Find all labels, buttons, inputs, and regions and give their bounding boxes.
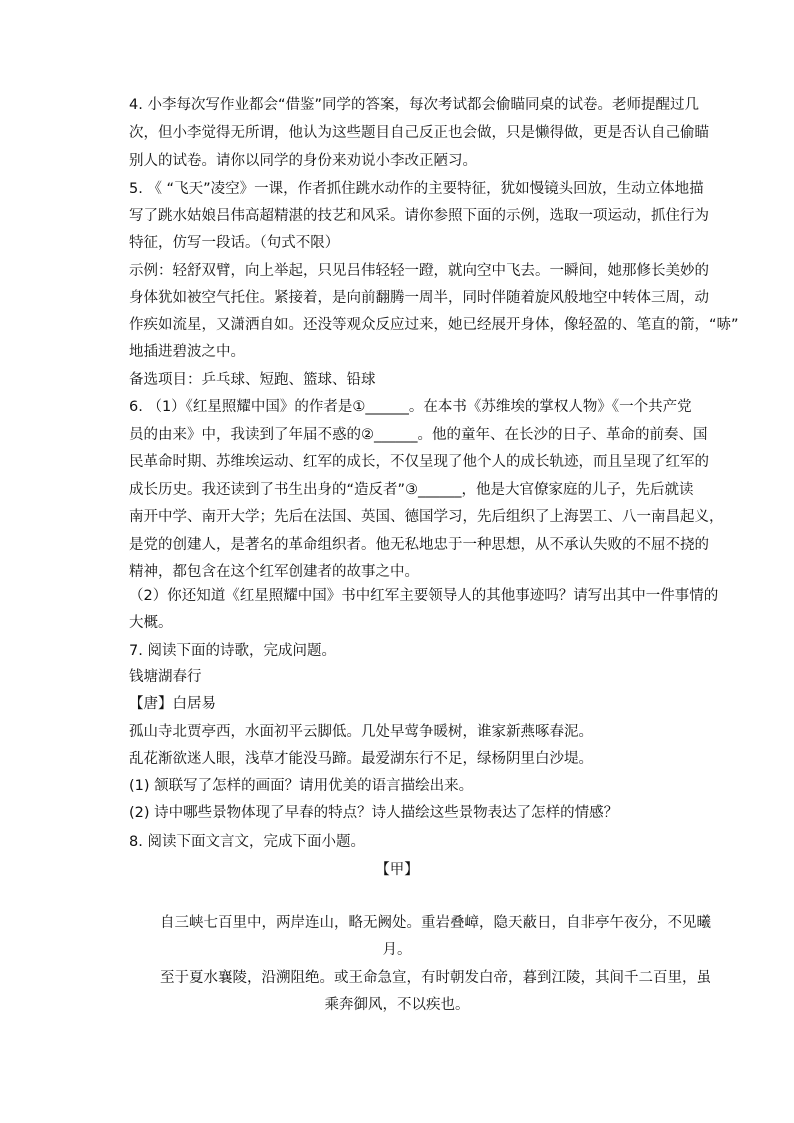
passage-line-1: 自三峡七百里中，两岸连山，略无阙处。重岩叠嶂，隐天蔽日，自非亭午夜分，不见曦 [160,915,711,931]
poem-title: 钱塘湖春行 [129,669,202,685]
q6-line-3: 民革命时期、苏维埃运动、红军的成长，不仅呈现了他个人的成长轨迹，而且呈现了红军的 [129,454,709,470]
passage-line-2: 月。 [382,942,412,958]
q6-line-7: 精神，都包含在这个红军创建者的故事之中。 [129,564,419,580]
q5-example-line-4: 地插进碧波之中。 [129,344,245,360]
q4-line-3: 别人的试卷。请你以同学的身份来劝说小李改正陋习。 [129,153,477,169]
q7-sub-1: (1) 颔联写了怎样的画面？请用优美的语言描绘出来。 [129,778,474,794]
q5-example-line-2: 身体犹如被空气托住。紧接着，是向前翻腾一周半，同时伴随着旋风般地空中转体三周，动 [129,290,709,306]
q4-line-2: 次，但小李觉得无所谓，他认为这些题目自己反正也会做，只是懒得做，更是否认自己偷瞄 [129,125,709,141]
q7-intro: 7. 阅读下面的诗歌，完成问题。 [129,643,336,659]
q6-line-1: 6. （1）《红星照耀中国》的作者是①______。在本书《苏维埃的掌权人物》《一个共产党 [129,399,692,415]
passage-line-4: 乘奔御风，不以疾也。 [324,997,470,1013]
q6-sub2-line-2: 大概。 [129,615,173,631]
q6-line-6: 是党的创建人，是著名的革命组织者。他无私地忠于一种思想，从不承认失败的不屈不挠的 [129,537,709,553]
q5-line-2: 写了跳水姑娘吕伟高超精湛的技艺和风采。请你参照下面的示例，选取一项运动，抓住行为 [129,208,709,224]
q5-line-3: 特征，仿写一段话。（句式不限） [129,235,340,251]
poem-line-1: 孤山寺北贾亭西，水面初平云脚低。几处早莺争暖树，谁家新燕啄春泥。 [129,724,593,740]
poem-line-2: 乱花渐欲迷人眼，浅草才能没马蹄。最爱湖东行不足，绿杨阴里白沙堤。 [129,751,593,767]
q6-line-5: 南开中学、南开大学；先后在法国、英国、德国学习，先后组织了上海罢工、八一南昌起义， [129,509,724,525]
q6-line-2: 员的由来》中，我读到了年届不惑的②______。他的童年、在长沙的日子、革命的前奏、国 [129,427,708,443]
poem-author: 【唐】白居易 [129,696,216,712]
q5-options: 备选项目：乒乓球、短跑、篮球、铅球 [129,372,376,388]
q5-line-1: 5. 《 “飞天”凌空》一课，作者抓住跳水动作的主要特征，犹如慢镜头回放，生动立体地描 [129,181,704,197]
q6-line-4: 成长历史。我还读到了书生出身的“造反者”③______，他是大官僚家庭的儿子，先后就读 [129,482,694,498]
q4-line-1: 4. 小李每次写作业都会“借鉴”同学的答案，每次考试都会偷瞄同桌的试卷。老师提醒过几 [129,97,699,113]
q7-sub-2: (2) 诗中哪些景物体现了早春的特点？诗人描绘这些景物表达了怎样的情感？ [129,805,619,821]
q6-sub2-line-1: （2）你还知道《红星照耀中国》书中红军主要领导人的其他事迹吗？请写出其中一件事情的 [129,588,719,604]
passage-heading: 【甲】 [375,862,419,878]
q5-example-line-1: 示例：轻舒双臂，向上举起，只见吕伟轻轻一蹬，就向空中飞去。一瞬间，她那修长美妙的 [129,263,709,279]
q8-intro: 8. 阅读下面文言文，完成下面小题。 [129,834,365,850]
passage-line-3: 至于夏水襄陵，沿溯阻绝。或王命急宣，有时朝发白帝，暮到江陵，其间千二百里，虽 [160,970,711,986]
q5-example-line-3: 作疾如流星，又潇洒自如。还没等观众反应过来，她已经展开身体，像轻盈的、笔直的箭，“哧” [129,317,739,333]
